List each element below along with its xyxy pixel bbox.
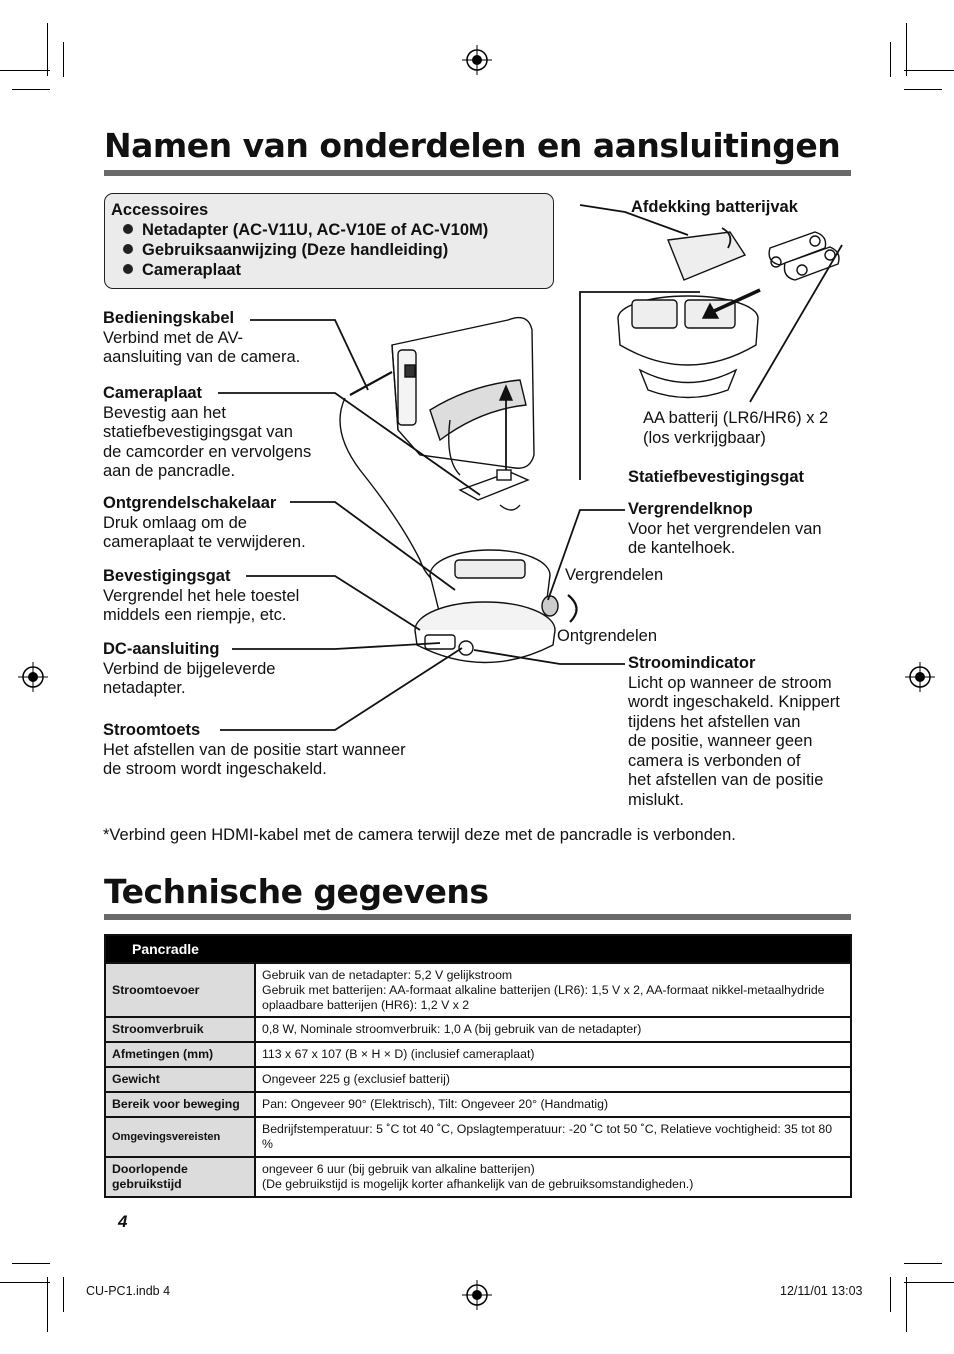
crop-mark	[906, 1277, 907, 1332]
hdmi-note: *Verbind geen HDMI-kabel met de camera terwijl deze met de pancradle is verbonden.	[103, 826, 736, 844]
label-stroomtoets: Stroomtoets Het afstellen van de positie start wanneer de stroom wordt ingeschakeld.	[103, 721, 406, 778]
label-dc-aansluiting: DC-aansluiting Verbind de bijgeleverde netadapter.	[103, 640, 276, 697]
crop-mark	[890, 1277, 891, 1312]
label-cameraplaat: Cameraplaat Bevestig aan het statiefbevestigingsgat van de camcorder en vervolgens aan de pancradle.	[103, 384, 312, 480]
table-row: Gewicht Ongeveer 225 g (exclusief batterij)	[105, 1067, 851, 1092]
label-bevestigingsgat: Bevestigingsgat Vergrendel het hele toestel middels een riempje, etc.	[103, 567, 300, 624]
table-row: Bereik voor beweging Pan: Ongeveer 90° (Elektrisch), Tilt: Ongeveer 20° (Handmatig)	[105, 1092, 851, 1117]
table-row: Stroomverbruik 0,8 W, Nominale stroomverbruik: 1,0 A (bij gebruik van de netadapter)	[105, 1017, 851, 1042]
crop-mark	[0, 1282, 50, 1283]
table-row: Afmetingen (mm) 113 x 67 x 107 (B × H × D) (inclusief cameraplaat)	[105, 1042, 851, 1067]
footer-date: 12/11/01 13:03	[780, 1284, 863, 1298]
label-lock-knob: Vergrendelknop Voor het vergrendelen van de kantelhoek.	[628, 500, 822, 557]
label-battery-cover: Afdekking batterijvak	[631, 198, 798, 216]
accessory-item: Cameraplaat	[123, 261, 241, 280]
accessory-item: Gebruiksaanwijzing (Deze handleiding)	[123, 241, 448, 260]
table-row: Doorlopende gebruikstijd ongeveer 6 uur (bij gebruik van alkaline batterijen) (De gebruikstijd is mogelijk korter afhankelijk van de gebruiksomstandigheden.)	[105, 1157, 851, 1197]
registration-mark-icon	[462, 1280, 492, 1310]
accessories-heading: Accessoires	[111, 201, 209, 219]
crop-mark	[904, 1282, 954, 1283]
accessory-item: Netadapter (AC-V11U, AC-V10E of AC-V10M)	[123, 221, 488, 240]
label-tripod-hole: Statiefbevestigingsgat	[628, 468, 805, 486]
crop-mark	[47, 1277, 48, 1332]
page-number: 4	[118, 1212, 128, 1231]
footer-file: CU-PC1.indb 4	[86, 1284, 171, 1298]
label-power-indicator: Stroomindicator Licht op wanneer de stroom wordt ingeschakeld. Knippert tijdens het afstellen van de positie, wanneer geen camera is verbonden of het afstellen van de positie mislukt.	[628, 654, 840, 809]
table-header-row	[105, 935, 851, 963]
title-underline	[104, 914, 851, 920]
spec-table	[104, 934, 852, 1198]
label-ontgrendelschakelaar: Ontgrendelschakelaar Druk omlaag om de cameraplaat te verwijderen.	[103, 494, 306, 551]
section-title: Technische gegevens	[104, 872, 489, 911]
crop-mark	[904, 1263, 942, 1264]
label-unlock: Ontgrendelen	[557, 627, 657, 645]
crop-mark	[12, 1263, 50, 1264]
table-header: Pancradle	[105, 935, 851, 963]
table-row: Stroomtoevoer Gebruik van de netadapter: 5,2 V gelijkstroom Gebruik met batterijen: AA-formaat alkaline batterijen (LR6): 1,5 V x 2, AA-formaat nikkel-metaalhydride oplaadbare batterijen (HR6): 1,2 V x 2	[105, 963, 851, 1017]
label-bedieningskabel: Bedieningskabel Verbind met de AV- aansluiting van de camera.	[103, 309, 301, 366]
label-lock: Vergrendelen	[565, 566, 664, 584]
page-title: Namen van onderdelen en aansluitingen	[104, 126, 841, 165]
crop-mark	[63, 1277, 64, 1312]
label-battery-note: AA batterij (LR6/HR6) x 2 (los verkrijgbaar)	[643, 409, 829, 447]
table-row: Omgevingsvereisten Bedrijfstemperatuur: 5 ˚C tot 40 ˚C, Opslagtemperatuur: -20 ˚C tot 50 ˚C, Relatieve vochtigheid: 35 tot 80 %	[105, 1117, 851, 1157]
